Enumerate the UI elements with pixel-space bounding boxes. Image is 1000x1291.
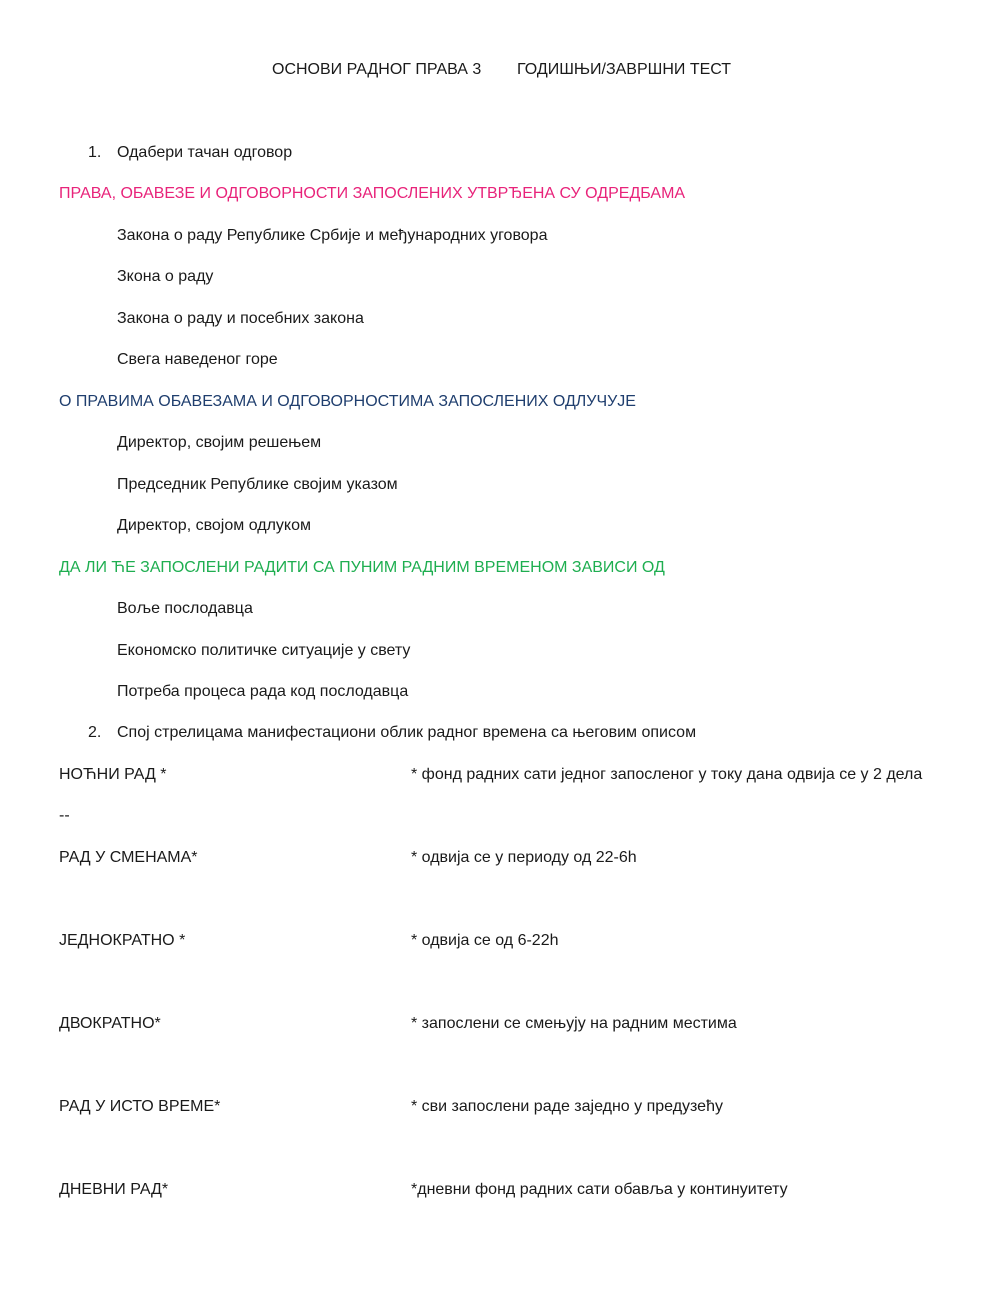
match-right-item[interactable]: * запослени се смењују на радним местима <box>411 1015 737 1032</box>
question-1-instruction: Одабери тачан одговор <box>117 144 293 161</box>
separator-mark: -- <box>59 807 70 824</box>
match-left-item[interactable]: ДВОКРАТНО* <box>59 1015 161 1032</box>
match-left-item[interactable]: ДНЕВНИ РАД* <box>59 1181 169 1198</box>
document-title: ОСНОВИ РАДНОГ ПРАВА 3 <box>272 61 482 78</box>
match-right-item[interactable]: * одвија се од 6-22h <box>411 932 559 949</box>
match-left-item[interactable]: ЈЕДНОКРАТНО * <box>59 932 186 949</box>
match-left-item[interactable]: РАД У СМЕНАМА* <box>59 849 198 866</box>
answer-option[interactable]: Зкона о раду <box>117 268 214 285</box>
match-right-item[interactable]: * одвија се у периоду од 22-6h <box>411 849 637 866</box>
match-left-item[interactable]: НОЋНИ РАД * <box>59 766 167 783</box>
answer-option[interactable]: Директор, својом одлуком <box>117 517 311 534</box>
question-2-number: 2. <box>88 724 102 741</box>
answer-option[interactable]: Економско политичке ситуације у свету <box>117 642 411 659</box>
question-2-instruction: Спој стрелицама манифестациони облик радног времена са његовим описом <box>117 724 697 741</box>
match-left-item[interactable]: РАД У ИСТО ВРЕМЕ* <box>59 1098 221 1115</box>
answer-option[interactable]: Председник Републике својим указом <box>117 476 398 493</box>
section-2-heading: О ПРАВИМА ОБАВЕЗАМА И ОДГОВОРНОСТИМА ЗАПОСЛЕНИХ ОДЛУЧУЈЕ <box>59 393 636 410</box>
section-1-heading: ПРАВА, ОБАВЕЗЕ И ОДГОВОРНОСТИ ЗАПОСЛЕНИХ УТВРЂЕНА СУ ОДРЕДБАМА <box>59 185 686 202</box>
answer-option[interactable]: Закона о раду Републике Србије и међународних уговора <box>117 227 548 244</box>
match-right-item[interactable]: * сви запослени раде заједно у предузећу <box>411 1098 723 1115</box>
document-subtitle: ГОДИШЊИ/ЗАВРШНИ ТЕСТ <box>517 61 732 78</box>
question-1-number: 1. <box>88 144 102 161</box>
match-right-item[interactable]: *дневни фонд радних сати обавља у континуитету <box>411 1181 788 1198</box>
answer-option[interactable]: Директор, својим решењем <box>117 434 322 451</box>
answer-option[interactable]: Свега наведеног горе <box>117 351 278 368</box>
answer-option[interactable]: Воље послодавца <box>117 600 253 617</box>
answer-option[interactable]: Потреба процеса рада код послодавца <box>117 683 409 700</box>
match-right-item[interactable]: * фонд радних сати једног запосленог у току дана одвија се у 2 дела <box>411 766 923 783</box>
section-3-heading: ДА ЛИ ЋЕ ЗАПОСЛЕНИ РАДИТИ СА ПУНИМ РАДНИМ ВРЕМЕНОМ ЗАВИСИ ОД <box>59 559 665 576</box>
answer-option[interactable]: Закона о раду и посебних закона <box>117 310 364 327</box>
